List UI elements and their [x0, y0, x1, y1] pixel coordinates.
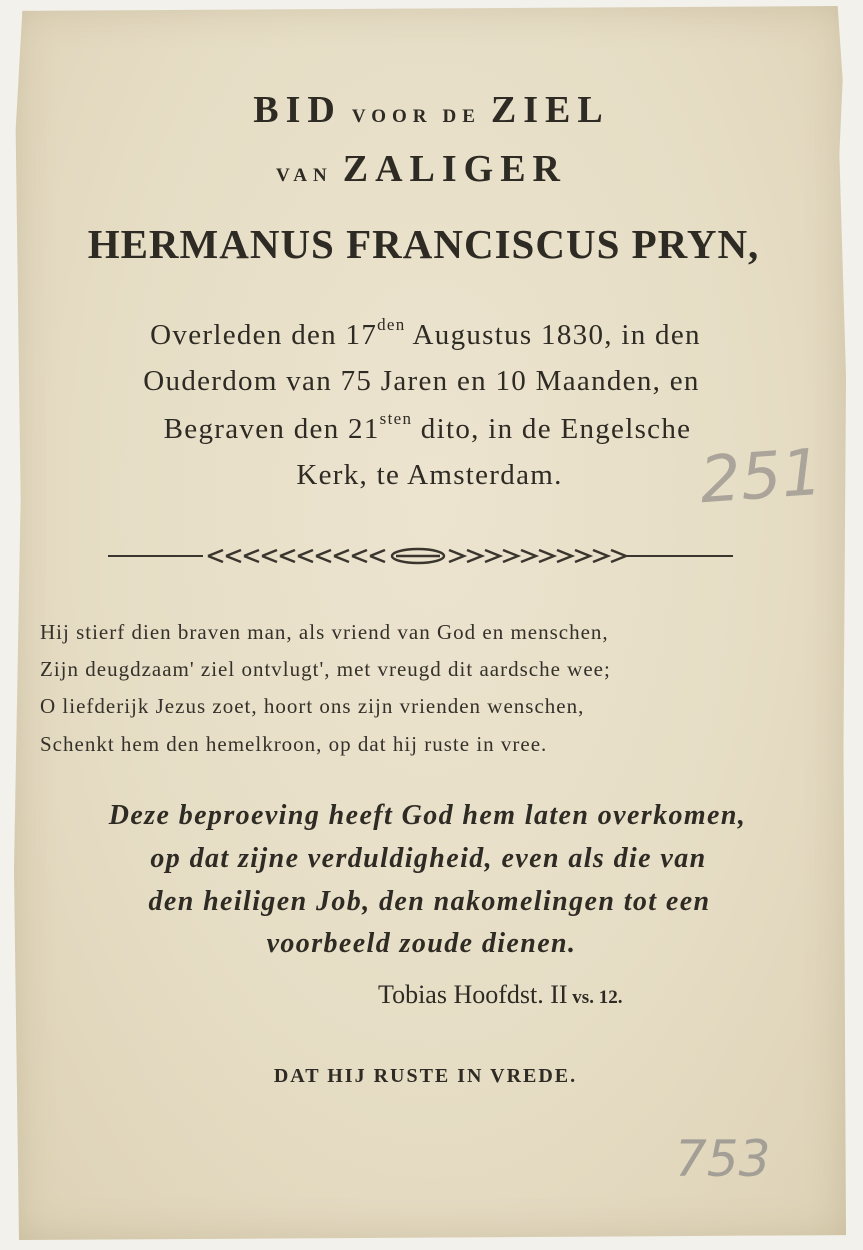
verse-line-3: O liefderijk Jezus zoet, hoort ons zijn vrienden wenschen, [40, 694, 585, 718]
death-date-text-a: Overleden den 17 [150, 319, 378, 351]
verse-line-2: Zijn deugdzaam' ziel ontvlugt', met vreugd dit aardsche wee; [40, 657, 611, 681]
header-word-bid: BID [253, 89, 342, 131]
burial-date-text-b: dito, in de Engelsche [412, 413, 692, 445]
quote-line-3: den heiligen Job, den nakomelingen tot een [148, 886, 711, 917]
header-word-de: DE [442, 106, 481, 127]
header-word-voor: VOOR [351, 106, 433, 127]
header-word-zaliger: ZALIGER [342, 148, 567, 190]
header-word-van: VAN [276, 165, 333, 186]
header-word-ziel: ZIEL [490, 89, 610, 131]
deceased-name: HERMANUS FRANCISCUS PRYN, [87, 221, 760, 267]
ornamental-divider [108, 540, 738, 572]
scripture-citation [378, 980, 622, 1010]
burial-date-sup: sten [379, 409, 413, 429]
citation-main: Tobias Hoofdst. II [378, 980, 568, 1009]
header-line-2 [0, 147, 853, 191]
death-date-line [0, 312, 857, 358]
burial-date-text-a: Begraven den 21 [163, 413, 380, 445]
pencil-annotation-top: 251 [697, 435, 825, 519]
pencil-annotation-bottom: 753 [675, 1130, 771, 1188]
death-date-text-b: Augustus 1830, in den [405, 319, 701, 351]
citation-verse: vs. 12. [567, 987, 623, 1008]
closing-line: DAT HIJ RUSTE IN VREDE. [273, 1065, 578, 1087]
verse-line-4: Schenkt hem den hemelkroon, op dat hij ruste in vree. [40, 732, 548, 756]
quote-line-4: voorbeeld zoude dienen. [266, 928, 577, 959]
header-line-1 [0, 88, 863, 132]
verse-line-1: Hij stierf dien braven man, als vriend van God en menschen, [40, 620, 609, 644]
quote-line-2: op dat zijne verduldigheid, even als die van [150, 843, 707, 874]
burial-place-line: Kerk, te Amsterdam. [296, 459, 563, 491]
death-date-sup: den [377, 315, 406, 335]
age-line: Ouderdom van 75 Jaren en 10 Maanden, en [143, 365, 700, 397]
quote-line-1: Deze beproeving heeft God hem laten overkomen, [108, 800, 747, 831]
